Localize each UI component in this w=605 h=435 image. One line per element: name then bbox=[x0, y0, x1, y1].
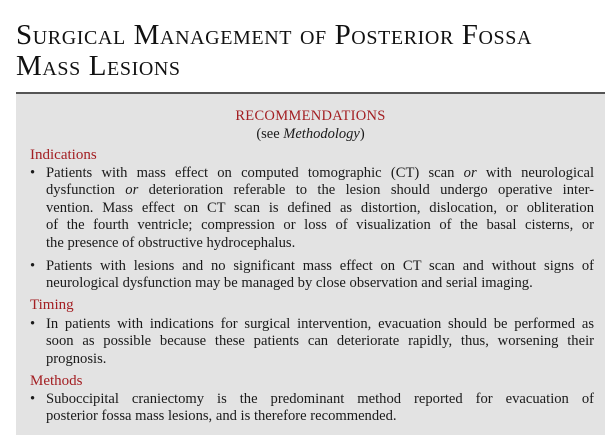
subheading-open: (see bbox=[256, 126, 284, 142]
bullet-line: of the fourth ventricle; compression or loss of visualization of the basal cisterns, or bbox=[46, 217, 594, 234]
bullet-line: Suboccipital craniectomy is the predominant method reported for evacuation of bbox=[46, 391, 594, 407]
section-title-timing: Timing bbox=[30, 297, 74, 313]
bullet-line: Patients with lesions and no significant mass effect on CT scan and without signs of bbox=[46, 258, 594, 274]
text-run: with neurological bbox=[476, 165, 595, 181]
bullet-line: the presence of obstructive hydrocephalus. bbox=[46, 234, 296, 251]
indications-bullet-2 bbox=[30, 258, 594, 293]
text-run: deterioration referable to the lesion should undergo operative inter- bbox=[138, 182, 594, 199]
bullet-icon: • bbox=[30, 258, 36, 274]
subheading-close: ) bbox=[359, 126, 365, 142]
text-run-italic: or bbox=[463, 165, 477, 181]
recommendations-heading: RECOMMENDATIONS bbox=[235, 108, 386, 124]
methods-bullet-1 bbox=[30, 391, 594, 426]
section-title-methods: Methods bbox=[30, 373, 83, 389]
subheading-methodology: Methodology bbox=[283, 126, 360, 142]
recommendations-subheading bbox=[16, 126, 605, 143]
title-line-2: Mass Lesions bbox=[16, 50, 181, 82]
title-line-1: Surgical Management of Posterior Fossa bbox=[16, 19, 532, 51]
bullet-line: neurological dysfunction may be managed by close observation and serial imaging. bbox=[46, 275, 533, 292]
bullet-line: In patients with indications for surgical intervention, evacuation should be performed as bbox=[46, 316, 594, 332]
bullet-line: prognosis. bbox=[46, 350, 107, 367]
bullet-icon: • bbox=[30, 316, 36, 332]
text-run: Patients with mass effect on computed tomographic (CT) scan bbox=[46, 165, 464, 181]
timing-bullet-1 bbox=[30, 316, 594, 368]
page-title bbox=[16, 20, 596, 82]
bullet-line: vention. Mass effect on CT scan is defined as distortion, dislocation, or obliteration bbox=[46, 199, 594, 216]
indications-bullet-1 bbox=[30, 165, 594, 252]
bullet-icon: • bbox=[30, 391, 36, 407]
bullet-line: posterior fossa mass lesions, and is therefore recommended. bbox=[46, 408, 397, 425]
bullet-icon: • bbox=[30, 165, 36, 181]
bullet-line bbox=[46, 182, 594, 199]
bullet-line bbox=[46, 165, 594, 182]
section-title-indications: Indications bbox=[30, 147, 97, 163]
bullet-line: soon as possible because these patients can deteriorate rapidly, thus, worsening their bbox=[46, 333, 594, 350]
text-run-italic: or bbox=[125, 182, 139, 199]
text-run: dysfunction bbox=[46, 182, 126, 199]
